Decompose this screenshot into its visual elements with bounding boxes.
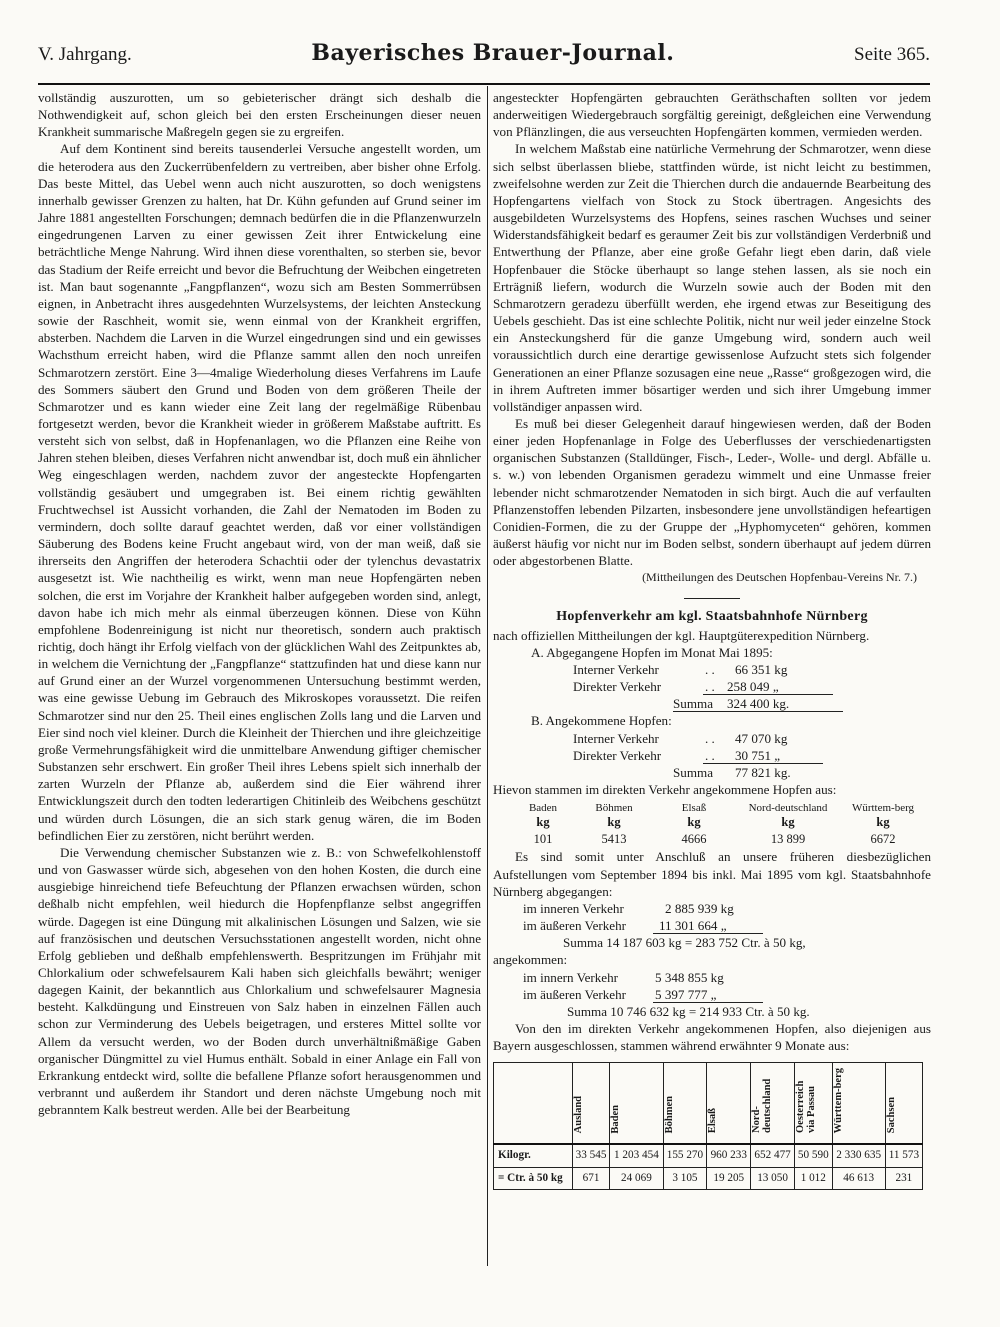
ledger-row — [493, 900, 931, 917]
citation: (Mittheilungen des Deutschen Hopfenbau-Vereins Nr. 7.) — [642, 570, 917, 585]
column-divider — [487, 86, 488, 1266]
sum-value: 77 821 kg. — [735, 764, 791, 780]
arrived-label: angekommen: — [493, 952, 568, 968]
table-row — [494, 1144, 923, 1167]
origin-unit: kg — [781, 815, 795, 830]
ledger-row — [493, 986, 931, 1003]
origin-table-wrap — [493, 1062, 931, 1189]
ledger-row — [493, 747, 931, 764]
table-cell: 155 270 — [663, 1144, 707, 1167]
table-row — [494, 1167, 923, 1189]
table-header-cell — [663, 1063, 707, 1145]
table-header-cell — [794, 1063, 832, 1145]
ledger-label: im äußeren Verkehr — [523, 918, 627, 934]
sum-underline — [673, 711, 843, 712]
ledger-label: Direkter Verkehr — [573, 679, 662, 695]
column-header: Böhmen — [663, 1095, 675, 1134]
left-paragraph-1: vollständig auszurotten, um so gebieterischer drängt sich deshalb die Nothwendigkeit auf, schon gleich bei den ersten Erscheinungen dieser neuen Krankheit summarische Maßregeln gegen sie zu ergreifen. — [38, 90, 481, 140]
table-cell: 1 203 454 — [610, 1144, 663, 1167]
row-label: Kilogr. — [494, 1144, 573, 1167]
origin-header: Elsaß — [681, 802, 707, 815]
origin-table — [493, 1062, 923, 1189]
sum-value: 324 400 kg. — [727, 696, 790, 712]
ledger-value: 30 751 „ — [735, 747, 781, 763]
table-cell: 24 069 — [610, 1167, 663, 1189]
origin-summary — [513, 800, 931, 848]
column-header: Oesterreich via Passau — [794, 1080, 817, 1134]
origin-value: 4666 — [681, 832, 707, 847]
table-cell: 50 590 — [794, 1144, 832, 1167]
ledger-row — [493, 730, 931, 747]
section-title: Hopfenverkehr am kgl. Staatsbahnhofe Nürnberg — [556, 608, 868, 624]
table-cell: 11 573 — [885, 1144, 922, 1167]
table-header-cell — [610, 1063, 663, 1145]
page-number: Seite 365. — [854, 44, 930, 65]
ledger-label: im inneren Verkehr — [523, 900, 624, 916]
ledger-label: Interner Verkehr — [573, 662, 659, 677]
ledger-sum-row — [493, 934, 931, 951]
column-header: Baden — [610, 1104, 622, 1134]
origin-value: 6672 — [870, 832, 896, 847]
ledger-dots: . . — [705, 730, 715, 746]
ledger-row — [493, 917, 931, 934]
origin-header: Nord-deutschland — [748, 802, 828, 815]
left-paragraph-3: Die Verwendung chemischer Substanzen wie z. B.: von Schwefelkohlenstoff und von Gaswasser würde sich, abgesehen von den hohen Kosten, die durch eine ausgiebige hinreichend tiefe Befeuchtung der Pflanzen erwachsen würden, schon deßhalb nicht empfehlen, weil hiedurch die Hopfenpflanze selbst angegriffen würde. Dagegen ist eine Düngung mit alkalinischen Lösungen und Salzen, wie sie auf französischen und deutschen Versuchsstationen angestellt worden, nicht ohne Erfolg geblieben und deßhalb empfehlenswerth. Bespritzungen im Frühjahr mit Chlorkalium oder schwefelsaurem Kali haben sich gleichfalls bewährt; weniger dagegen Kainit, der bekanntlich aus Chlorkalium und schwefelsaurer Magnesia besteht. Kalkdüngung und Einstreuen von Salz haben in einzelnen Fällen auch schon zur Verminderung des Uebels beigetragen, und ersteres Mittel sollte vor Allem da versucht werden, wo der Boden durch unverhältnißmäßige Gaben organischer Düngmittel zu viel Humus enthält. Sobald in einer Anlage ein Fall von Erkrankung entdeckt wird, sollte die befallene Pflanze sofort herausgenommen und verbrannt und außerdem ihr Standort und deren nächste Umgebung noch mit gebranntem Kalk bestreut werden. Alle bei der Bearbeitung — [38, 844, 481, 1118]
ledger-value: 11 301 664 „ — [659, 918, 727, 934]
origin-intro: Hievon stammen im direkten Verkehr angekommene Hopfen aus: — [493, 782, 837, 797]
ledger-value: 5 348 855 kg — [655, 969, 724, 985]
table-header-cell — [832, 1063, 885, 1145]
ledger-row — [493, 969, 931, 986]
table-cell: 671 — [572, 1167, 610, 1189]
sum-label: Summa — [673, 696, 714, 712]
ledger-value: 2 885 939 kg — [665, 900, 734, 916]
section-divider — [684, 598, 740, 599]
since-paragraph: Es sind somit unter Anschluß an unsere früheren diesbezüglichen Aufstellungen vom September 1894 bis inkl. Mai 1895 vom kgl. Staatsbahnhofe Nürnberg abgegangen: — [493, 849, 931, 899]
volume-label: V. Jahrgang. — [38, 44, 132, 65]
ledger-label: im innern Verkehr — [523, 969, 619, 985]
origin-value: 13 899 — [770, 832, 806, 847]
origin-unit: kg — [687, 815, 701, 830]
section-a-heading: A. Abgegangene Hopfen im Monat Mai 1895: — [531, 644, 773, 660]
left-paragraph-2: Auf dem Kontinent sind bereits tausenderlei Versuche angestellt worden, um die heterodera aus den Zuckerrübenfeldern zu vertreiben, aber bisher ohne Erfolg. Das beste Mittel, das Uebel wenn auch nicht auszurotten, so doch wenigstens innerhalb gewisser Grenzen zu halten, hat Dr. Kühn gefunden auf Grund seiner im Jahre 1881 angestellten Forschungen; demnach bedürfen die in die Pflanzenwurzeln eingedrungenen Larven zu einer gewissen Zeit ihrer Entwickelung eine beträchtliche Menge Nahrung. Wird ihnen diese vorenthalten, so sterben sie, bevor das Stadium der Reife erreicht und bevor die Befruchtung der Weibchen eingetreten ist. Man baut sogenannte „Fangpflanzen“, wozu sich am Besten Sommerrübsen eignen, in Anbetracht ihres ausgedehnten Wurzelsystems, der leichten Ansteckung sowie der Raschheit, womit sie, wenn einmal von der Krankheit ergriffen, absterben. Nachdem die Larven in die Wurzel eingedrungen sind und ein gewisses Wachsthum erreicht haben, wird die Pflanze sammt allen den noch unreifen Schmarotzern zerstört. Eine 3—4malige Wiederholung dieses Verfahrens im Laufe des Sommers säubert den Grund und Boden von dem größeren Theile der Schmarotzer und es kann wieder eine Zeit lang der regelmäßige Rübenbau fortgesetzt werden, bevor die Krankheit wieder in größerem Maßstabe auftritt. Es versteht sich von selbst, daß in Hopfenanlagen, wo die Pflanzen eine Reihe von Jahren stehen bleiben, dieses Verfahren nicht anwendbar ist, doch muß ein ähnlicher Weg eingeschlagen werden, nachdem zuvor der angesteckte Hopfengarten vollständig gesäubert und umgegraben ist. Bei einem richtig gewählten Fruchtwechsel ist Aussicht vorhanden, die Zahl der Nematoden im Boden zu vermindern, doch sollte darauf geachtet werden, daß vor einer vollständigen Säuberung des Bodens keine Frucht angebaut wird, von der man weiß, daß sie ihrerseits den Angriffen der heterodera Schachtii oder der tylenchus devastatrix ausgesetzt ist. Wie nachtheilig es wirkt, wenn man neue Hopfengärten neben solchen, die erst im Vorjahre der Krankheit halber aufgegeben worden sind, anlegt, davon habe ich mich mehr als einmal überzeugen können. Diese von Kühn empfohlene Bodenreinigung ist nicht nur theoretisch, sondern auch praktisch richtig, doch hängt ihr Erfolg vielfach von der glücklichen Wahl des Zeitpunktes ab, in welchem die Vernichtung der „Fangpflanze“ stattzufinden hat und diese kann nur auf Grund einer an der Wurzel vorgenommenen Untersuchung bestimmt werden, was eine gewisse Uebung im Gebrauch des Mikroskopes voraussetzt. Die reifen Schmarotzer sind nur den 25. Theil eines englischen Zolls lang und die Larven und Eier sind noch viel kleiner. Durch die Kleinheit der Thierchen und ihre gleichzeitige große Vermehrungsfähigkeit wird die unmittelbare Anwendung giftiger chemischer Substanzen sehr erschwert. Ein großer Theil ihres Lebens spielt sich innerhalb der zarten Wurzeln der Pflanze ab, außerdem sind die Eier während ihrer Entwicklungszeit durch den todten lederartigen Chitinleib des Weibchens geschützt und würden durch Lösungen, die an sich stark genug wären, die im Boden befindlichen Eier zu zerstören, nicht berührt werden. — [38, 141, 481, 843]
table-header-cell — [707, 1063, 751, 1145]
origin-header: Baden — [528, 802, 558, 815]
right-paragraph-2: In welchem Maßstab eine natürliche Vermehrung der Schmarotzer, wenn diese sich selbst überlassen bliebe, stattfinden würde, ist nicht leicht zu bestimmen, zweifelsohne werden zur Zeit die Thierchen durch die andauernde Bearbeitung des Hopfengartens vielfach von Stock zu Stock übertragen. Angesichts des ausgebildeten Wurzelsystems des Hopfens, seines raschen Wuchses und seiner Widerstandsfähigkeit bedarf es geraumer Zeit bis zur vollständigen Verderbniß und Entwerthung der Pflanze, aber eine große Gefahr liegt eben darin, daß viele Hopfenbauer die Stöcke überhaupt so lange stehen lassen, als sie noch ein Erträgniß liefern, wodurch die Wurzeln sowie auch der Boden mit den Schmarotzern geradezu überfüllt werden, ehe irgend etwas zur Beseitigung des Uebels geschieht. Das ist eine schlechte Politik, nicht nur weil jeder einzelne Stock ein Ansteckungsherd für die ganze Umgebung wird, sondern auch weil voraussichtlich durch eine derartige gewissenlose Aufzucht stets sich folgender Generationen an einer Pflanze sozusagen eine neue „Rasse“ großgezogen wird, die in ihrem Auftreten immer bösartiger werden und sich ihrer Umgebung immer vollständiger anpassen wird. — [493, 141, 931, 414]
direct-paragraph: Von den im direkten Verkehr angekommenen Hopfen, also diejenigen aus Bayern ausgeschlossen, stammen während erwähnter 9 Monate aus: — [493, 1020, 931, 1054]
table-header-cell — [885, 1063, 922, 1145]
table-header-row — [494, 1063, 923, 1145]
ledger-row — [493, 661, 931, 678]
ledger-sum-row — [493, 764, 931, 781]
table-cell: 33 545 — [572, 1144, 610, 1167]
table-cell: 46 613 — [832, 1167, 885, 1189]
table-cell: 13 050 — [751, 1167, 795, 1189]
origin-unit: kg — [876, 815, 890, 830]
header-rule — [38, 83, 930, 85]
section-b-heading: B. Angekommene Hopfen: — [531, 713, 672, 729]
origin-header: Württem-berg — [851, 802, 915, 815]
right-paragraph-3: Es muß bei dieser Gelegenheit darauf hingewiesen werden, daß der Boden einer jeden Hopfenanlage in Folge des Ueberflusses der verschiedenartigsten organischen Substanzen (Stalldünger, Fisch-, Leder-, Wolle- und dergl. Abfälle u. s. w.) von lebenden Organismen geradezu wimmelt und eine Unmasse freier lebender nicht schmarotzender Nematoden in sich birgt. Auch die auf verfaulten Pflanzenstoffen lebenden Pilzarten, insbesondere jene unvollständigen hefeartigen Conidien-Formen, die zu der Gruppe der „Hyphomyceten“ gehören, kommen äußerst häufig vor nicht nur im Boden selbst, sondern überhaupt auf jedem dürren oder abgestorbenen Blatte. — [493, 415, 931, 569]
ledger-label: Interner Verkehr — [573, 730, 659, 746]
table-header-cell — [572, 1063, 610, 1145]
sum-text: Summa 10 746 632 kg = 214 933 Ctr. à 50 kg. — [567, 1003, 810, 1019]
origin-value: 5413 — [601, 832, 627, 847]
ledger-sum-row — [493, 695, 931, 712]
row-label: = Ctr. à 50 kg — [494, 1167, 573, 1189]
page-header — [38, 40, 930, 74]
right-column — [493, 89, 931, 1190]
ledger-dots: . . — [705, 662, 715, 677]
column-header: Sachsen — [885, 1097, 897, 1134]
ledger-row — [493, 678, 931, 695]
column-header: Elsaß — [707, 1108, 719, 1134]
sum-label: Summa — [673, 764, 714, 780]
ledger-value: 47 070 kg — [735, 730, 788, 746]
table-cell: 652 477 — [751, 1144, 795, 1167]
ledger-label: Direkter Verkehr — [573, 747, 662, 763]
table-cell: 19 205 — [707, 1167, 751, 1189]
table-cell: 1 012 — [794, 1167, 832, 1189]
ledger-label: im äußeren Verkehr — [523, 986, 627, 1002]
left-column — [38, 89, 481, 1118]
origin-header: Böhmen — [595, 802, 633, 815]
column-header: Nord-deutschland — [751, 1078, 774, 1134]
ledger-value: 5 397 777 „ — [655, 986, 717, 1002]
origin-unit: kg — [607, 815, 621, 830]
column-header: Württem-berg — [832, 1067, 844, 1134]
table-cell: 960 233 — [707, 1144, 751, 1167]
ledger-dots: . . — [705, 679, 715, 695]
table-cell: 2 330 635 — [832, 1144, 885, 1167]
origin-value: 101 — [533, 832, 553, 847]
ledger-value: 258 049 „ — [727, 679, 779, 695]
ledger-sum-row — [493, 1003, 931, 1020]
sum-text: Summa 14 187 603 kg = 283 752 Ctr. à 50 kg, — [563, 935, 806, 951]
right-paragraph-1: angesteckter Hopfengärten gebrauchten Geräthschaften sollten vor jedem anderweitigen Wiedergebrauch sorgfältig gereinigt, deßgleichen eine Verwendung von Pflänzlingen, die aus verseuchten Hopfengärten kommen, vermieden werden. — [493, 90, 931, 140]
table-corner-cell — [494, 1063, 573, 1145]
ledger-value: 66 351 kg — [735, 662, 788, 677]
column-header: Ausland — [572, 1095, 584, 1134]
table-header-cell — [751, 1063, 795, 1145]
journal-title: Bayerisches Brauer-Journal. — [311, 40, 675, 66]
ledger-dots: . . — [705, 747, 715, 763]
origin-unit: kg — [536, 815, 550, 830]
table-cell: 3 105 — [663, 1167, 707, 1189]
section-intro: nach offiziellen Mittheilungen der kgl. Hauptgüterexpedition Nürnberg. — [493, 627, 870, 643]
table-cell: 231 — [885, 1167, 922, 1189]
